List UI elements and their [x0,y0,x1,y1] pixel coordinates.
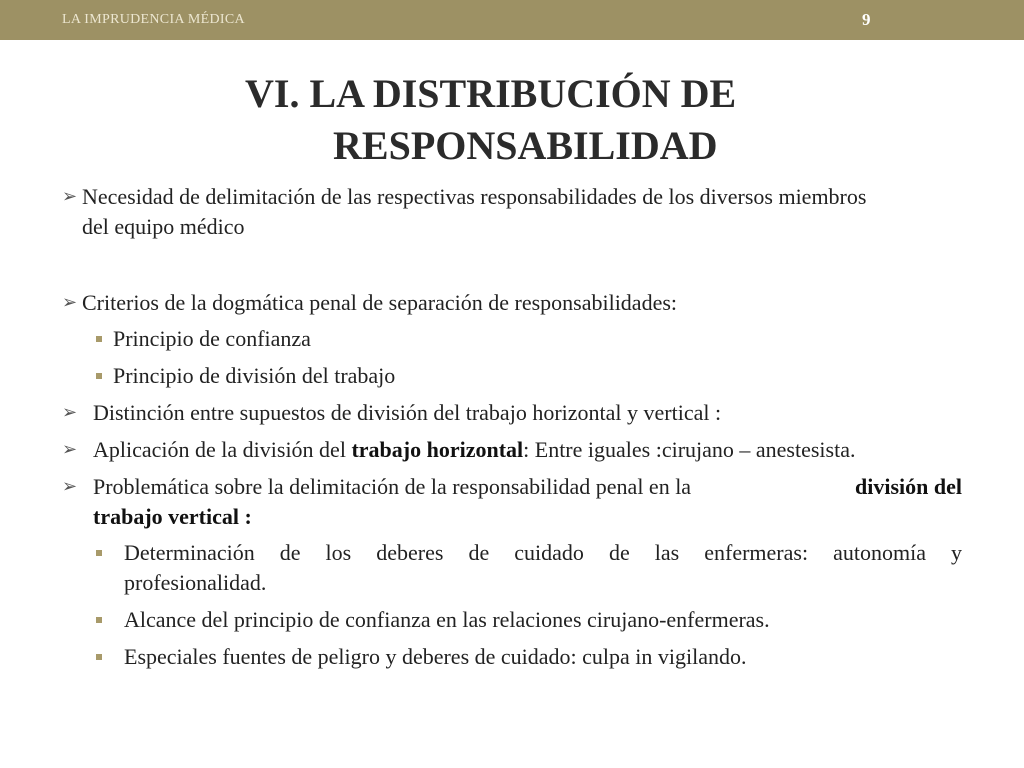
arrow-bullet-icon: ➢ [62,476,78,496]
bullet-5-text-bold: división del [855,474,962,499]
presentation-title: LA IMPRUDENCIA MÉDICA [62,12,245,27]
arrow-bullet-icon: ➢ [62,186,78,206]
bullet-5-text-bold-2: trabajo vertical : [93,504,252,529]
bullet-2-sub-2: Principio de división del trabajo [113,363,396,388]
bullet-4-text-post: : Entre iguales :cirujano – anestesista. [523,437,856,462]
square-bullet-icon [96,336,102,342]
slide-title-line2: RESPONSABILIDAD [333,123,718,168]
bullet-5-line2 [93,502,252,532]
square-bullet-icon [96,373,102,379]
bullet-5-text-pre: Problemática sobre la delimitación de la responsabilidad penal en la [93,474,692,499]
arrow-bullet-icon: ➢ [62,402,78,422]
bullet-3: Distinción entre supuestos de división del trabajo horizontal y vertical : [93,400,722,425]
bullet-4-text-pre: Aplicación de la división del [93,437,352,462]
bullet-4 [93,435,855,465]
bullet-4-text-bold: trabajo horizontal [351,437,524,462]
bullet-5-sub-2: Alcance del principio de confianza en las relaciones cirujano-enfermeras. [124,607,770,632]
page-number: 9 [862,10,871,29]
bullet-2-sub-1: Principio de confianza [113,326,311,351]
bullet-5-sub-1-line2: profesionalidad. [124,570,267,595]
bullet-5-sub-3: Especiales fuentes de peligro y deberes de cuidado: culpa in vigilando. [124,644,747,669]
square-bullet-icon [96,550,102,556]
square-bullet-icon [96,617,102,623]
bullet-1-line2: del equipo médico [82,214,245,239]
bullet-5-sub-1-line1: Determinación de los deberes de cuidado de las enfermeras: autonomía y [124,540,962,565]
bullet-5-line1 [93,472,962,502]
bullet-1-line1: Necesidad de delimitación de las respectivas responsabilidades de los diversos miembros [82,184,867,209]
bullet-2: Criterios de la dogmática penal de separación de responsabilidades: [82,290,678,315]
arrow-bullet-icon: ➢ [62,292,78,312]
square-bullet-icon [96,654,102,660]
slide-title-line1: VI. LA DISTRIBUCIÓN DE [245,71,737,116]
arrow-bullet-icon: ➢ [62,439,78,459]
